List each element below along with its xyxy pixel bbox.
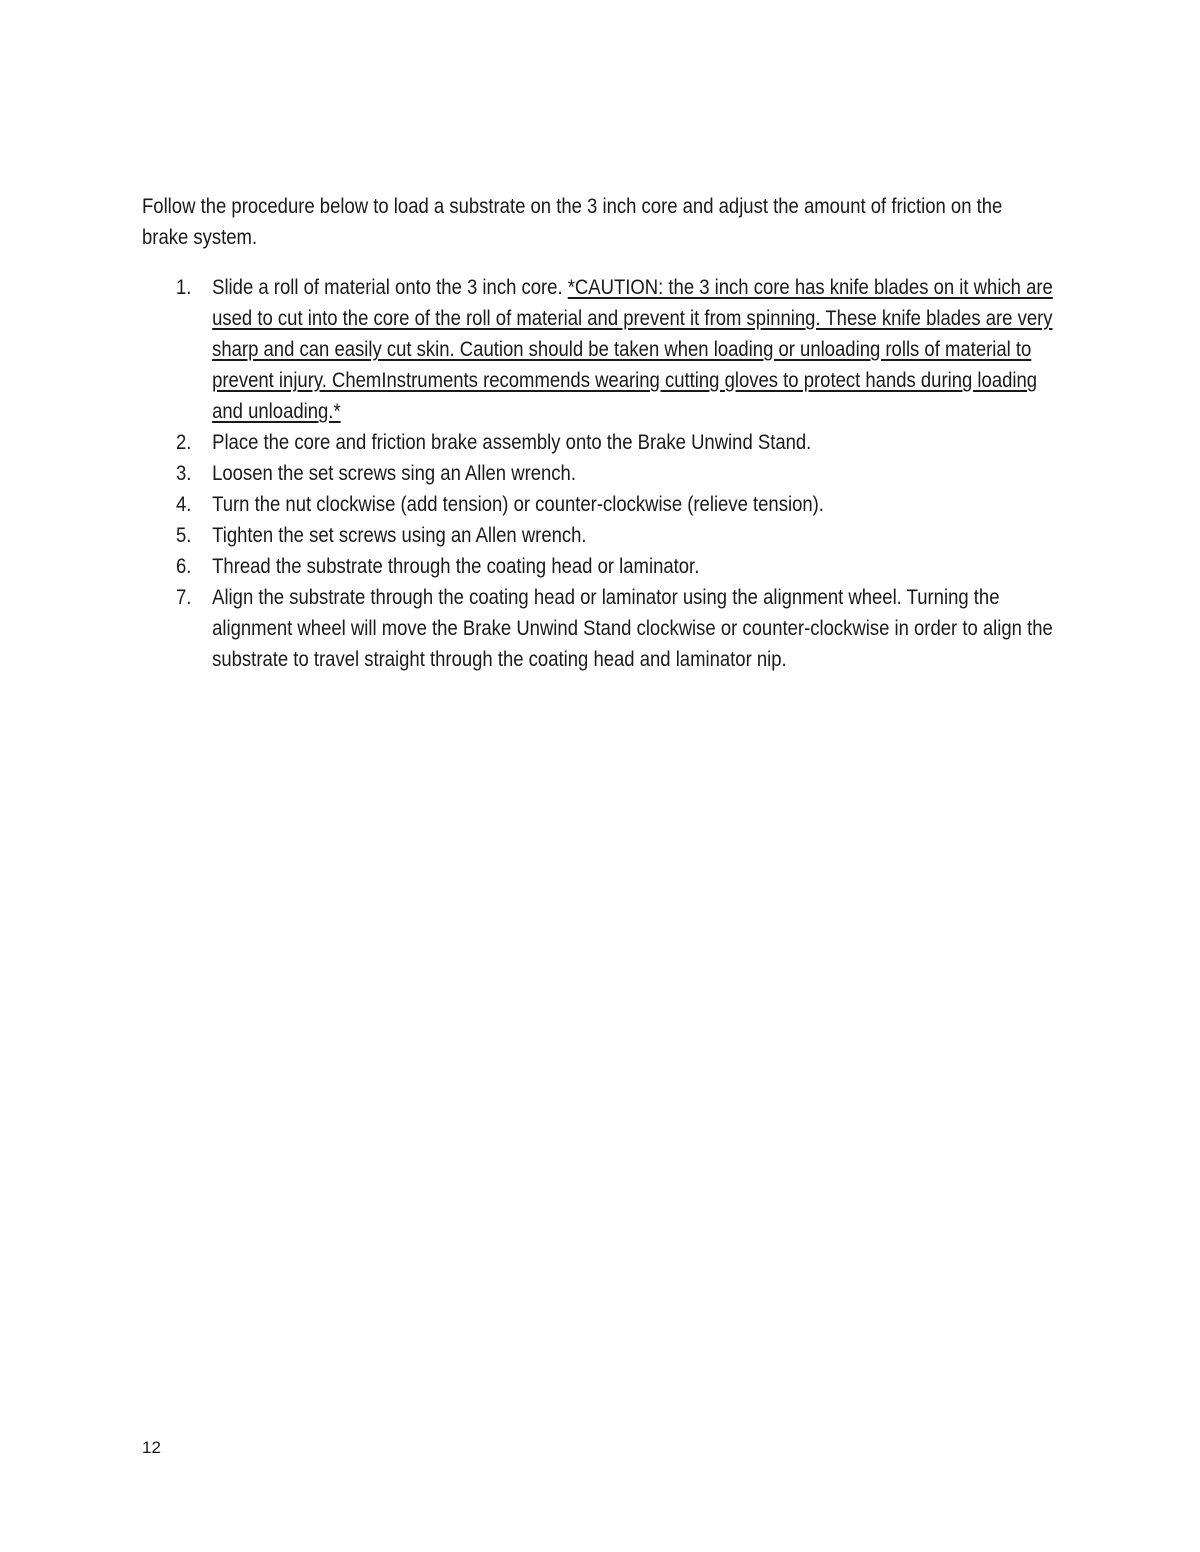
step-text: Turn the nut clockwise (add tension) or counter-clockwise (relieve tension). [212,492,824,516]
list-item [176,582,1066,675]
list-item [176,427,1066,458]
step-text: Place the core and friction brake assembly onto the Brake Unwind Stand. [212,430,812,454]
step-text: Loosen the set screws sing an Allen wrench. [212,461,576,485]
list-item [176,551,1066,582]
caution-note: *CAUTION: the 3 inch core has knife blades on it which are used to cut into the core of the roll of material and prevent it from spinning. These knife blades are very sharp and can easily cut skin. Caution should be taken when loading or unloading rolls of material to prevent injury. ChemInstruments recommends wearing cutting gloves to protect hands during loading and unloading.* [212,275,1053,423]
step-text: Align the substrate through the coating head or laminator using the alignment wheel. Turning the alignment wheel will move the Brake Unwind Stand clockwise or counter-clockwise in order to align the substrate to travel straight through the coating head and laminator nip. [212,585,1053,671]
step-number: 5. [176,523,192,547]
list-item [176,272,1066,427]
procedure-steps [176,272,1066,675]
step-number: 4. [176,492,192,516]
list-item [176,520,1066,551]
step-number: 2. [176,430,192,454]
step-text: Thread the substrate through the coating head or laminator. [212,554,700,578]
step-number: 7. [176,585,192,609]
step-text: Slide a roll of material onto the 3 inch core. [212,275,568,299]
page-number: 12 [142,1438,161,1457]
intro-paragraph: Follow the procedure below to load a substrate on the 3 inch core and adjust the amount of friction on the brake system. [142,194,1003,249]
list-item [176,458,1066,489]
step-number: 3. [176,461,192,485]
step-number: 6. [176,554,192,578]
step-text: Tighten the set screws using an Allen wrench. [212,523,587,547]
list-item [176,489,1066,520]
step-number: 1. [176,275,192,299]
